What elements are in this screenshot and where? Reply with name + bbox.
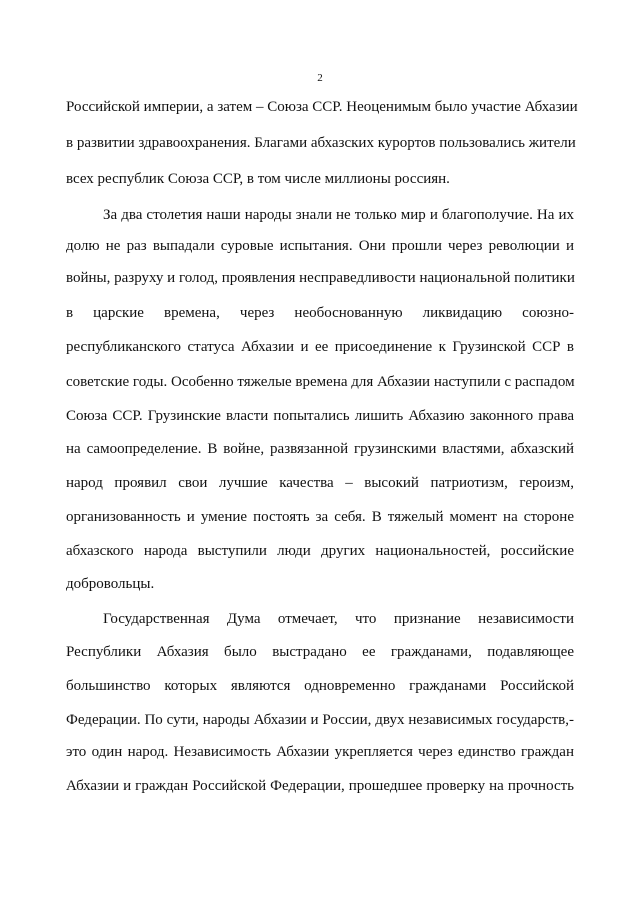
text-line: Государственная Дума отмечает, что признание независимости	[103, 611, 574, 627]
text-line: Федерации. По сути, народы Абхазии и России, двух независимых государств,-	[66, 712, 574, 728]
text-line: республиканского статуса Абхазии и ее присоединение к Грузинской ССР в	[66, 339, 574, 355]
text-line: это один народ. Независимость Абхазии укрепляется через единство граждан	[66, 744, 574, 760]
text-line: всех республик Союза ССР, в том числе миллионы россиян.	[66, 171, 450, 187]
text-line: Абхазии и граждан Российской Федерации, прошедшее проверку на прочность	[66, 778, 574, 794]
text-line: в царские времена, через необоснованную ликвидацию союзно-	[66, 305, 574, 321]
text-line: советские годы. Особенно тяжелые времена для Абхазии наступили с распадом	[66, 374, 575, 390]
text-line: добровольцы.	[66, 576, 155, 592]
text-line: на самоопределение. В войне, развязанной грузинскими властями, абхазский	[66, 441, 574, 457]
text-line: большинство которых являются одновременно гражданами Российской	[66, 678, 574, 694]
text-line: абхазского народа выступили люди других национальностей, российские	[66, 543, 574, 559]
text-line: в развитии здравоохранения. Благами абхазских курортов пользовались жители	[66, 135, 576, 151]
text-line: войны, разруху и голод, проявления несправедливости национальной политики	[66, 270, 575, 286]
text-line: Республики Абхазия было выстрадано ее гражданами, подавляющее	[66, 644, 574, 660]
text-line: организованность и умение постоять за себя. В тяжелый момент на стороне	[66, 509, 574, 525]
text-line: Российской империи, а затем – Союза ССР. Неоценимым было участие Абхазии	[66, 99, 578, 115]
page-number: 2	[317, 72, 323, 84]
text-line: За два столетия наши народы знали не только мир и благополучие. На их	[103, 207, 574, 223]
text-line: народ проявил свои лучшие качества – высокий патриотизм, героизм,	[66, 475, 574, 491]
text-line: Союза ССР. Грузинские власти попытались лишить Абхазию законного права	[66, 408, 574, 424]
text-line: долю не раз выпадали суровые испытания. Они прошли через революции и	[66, 238, 574, 254]
